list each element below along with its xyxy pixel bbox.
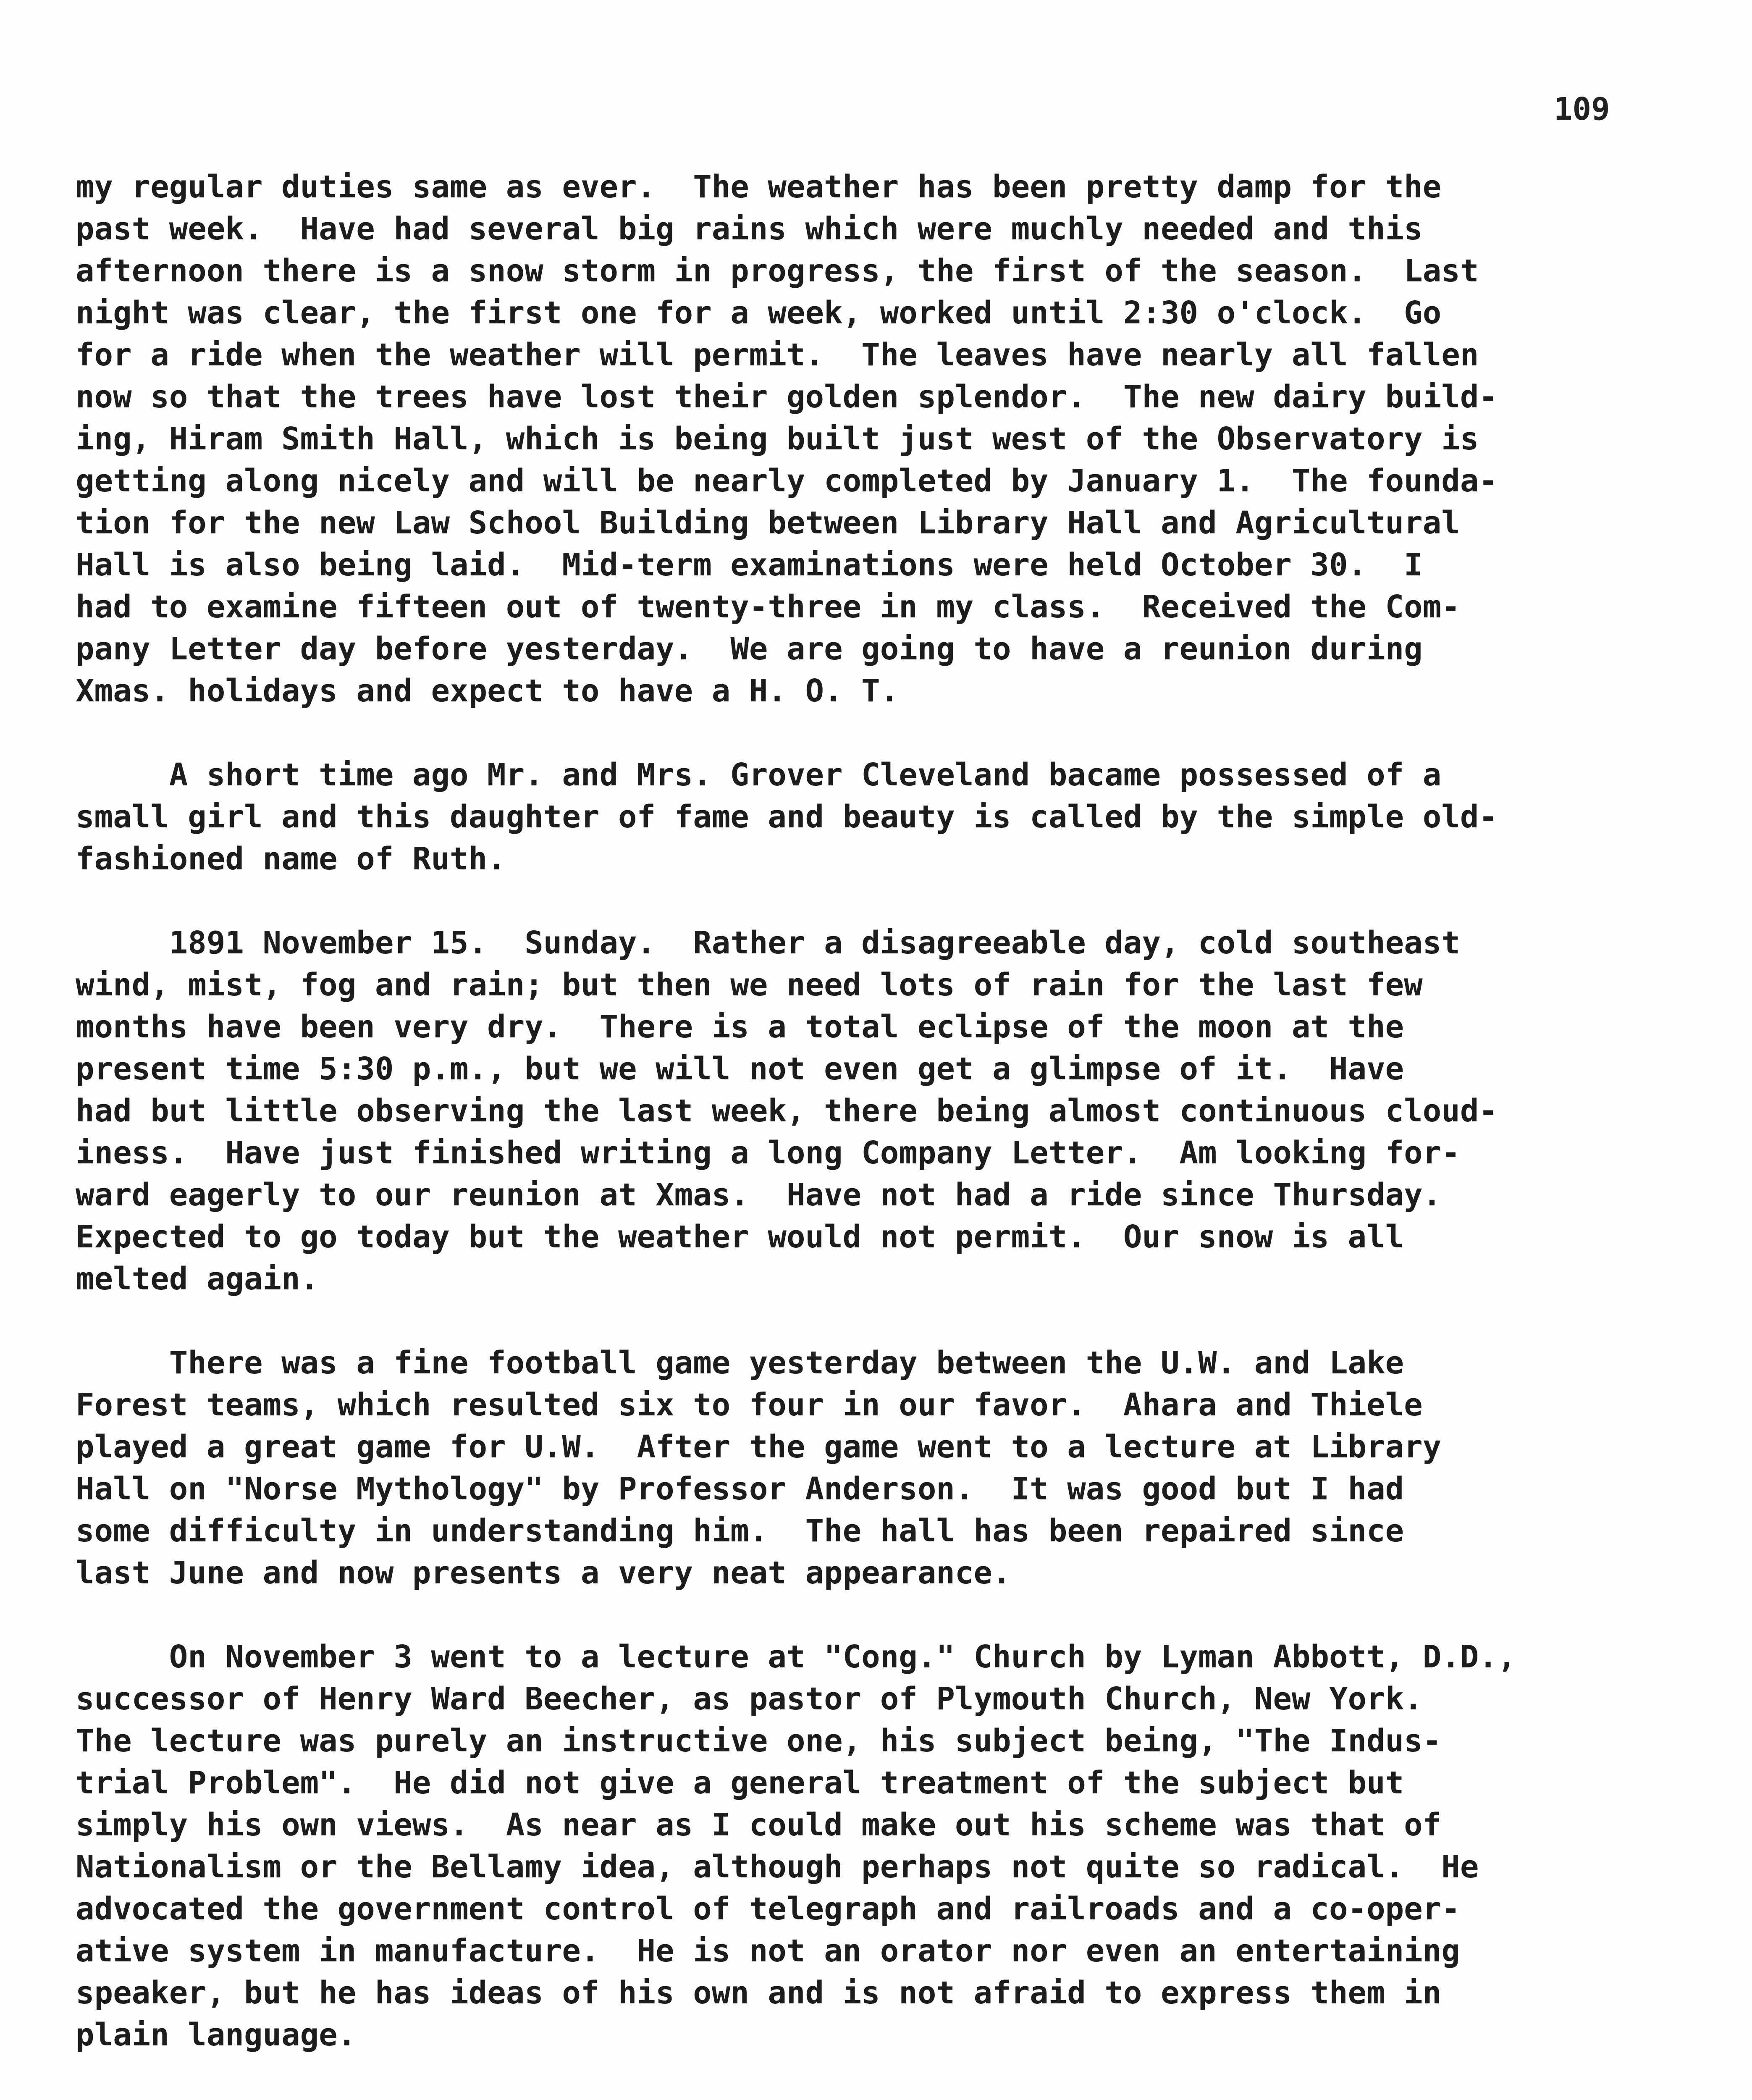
text-line: On November 3 went to a lecture at "Cong." Church by Lyman Abbott, D.D., [76,1639,1516,1675]
text-line: tion for the new Law School Building between Library Hall and Agricultural [76,505,1460,541]
text-line: had to examine fifteen out of twenty-three in my class. Received the Com- [76,589,1460,625]
text-line: last June and now presents a very neat appearance. [76,1555,1011,1591]
page-number: 109 [1554,91,1610,127]
text-line: successor of Henry Ward Beecher, as pastor of Plymouth Church, New York. [76,1681,1423,1717]
text-line: had but little observing the last week, there being almost continuous cloud- [76,1093,1498,1129]
text-line: some difficulty in understanding him. The hall has been repaired since [76,1513,1404,1549]
text-line: now so that the trees have lost their golden splendor. The new dairy build- [76,379,1498,415]
text-line: ing, Hiram Smith Hall, which is being built just west of the Observatory is [76,421,1479,457]
text-line: There was a fine football game yesterday between the U.W. and Lake [76,1345,1404,1381]
text-line: ative system in manufacture. He is not an orator nor even an entertaining [76,1933,1460,1969]
text-line: present time 5:30 p.m., but we will not even get a glimpse of it. Have [76,1051,1404,1087]
text-line: The lecture was purely an instructive one, his subject being, "The Indus- [76,1723,1442,1759]
text-line: Hall on "Norse Mythology" by Professor Anderson. It was good but I had [76,1471,1404,1507]
text-line: plain language. [76,2017,357,2053]
text-line: my regular duties same as ever. The weather has been pretty damp for the [76,169,1442,205]
text-line: past week. Have had several big rains which were muchly needed and this [76,211,1423,247]
text-line: small girl and this daughter of fame and beauty is called by the simple old- [76,799,1498,835]
text-line: played a great game for U.W. After the game went to a lecture at Library [76,1429,1442,1465]
text-line: months have been very dry. There is a total eclipse of the moon at the [76,1009,1404,1045]
text-line: Nationalism or the Bellamy idea, although perhaps not quite so radical. He [76,1849,1479,1885]
text-line: advocated the government control of telegraph and railroads and a co-oper- [76,1891,1460,1927]
text-line: speaker, but he has ideas of his own and is not afraid to express them in [76,1975,1442,2011]
text-line: night was clear, the first one for a week, worked until 2:30 o'clock. Go [76,295,1442,331]
text-line: trial Problem". He did not give a general treatment of the subject but [76,1765,1404,1801]
text-line: fashioned name of Ruth. [76,841,506,877]
text-line: wind, mist, fog and rain; but then we need lots of rain for the last few [76,967,1423,1003]
text-line [76,2098,1705,2100]
text-line: Hall is also being laid. Mid-term examinations were held October 30. I [76,547,1423,583]
text-line: pany Letter day before yesterday. We are going to have a reunion during [76,631,1423,667]
text-line: afternoon there is a snow storm in progress, the first of the season. Last [76,253,1479,289]
text-line: Forest teams, which resulted six to four in our favor. Ahara and Thiele [76,1387,1423,1423]
text-line: getting along nicely and will be nearly completed by January 1. The founda- [76,463,1498,499]
text-line: Expected to go today but the weather would not permit. Our snow is all [76,1219,1404,1255]
text-line: Xmas. holidays and expect to have a H. O. T. [76,673,899,709]
text-line: iness. Have just finished writing a long Company Letter. Am looking for- [76,1135,1460,1171]
text-line: 1891 November 15. Sunday. Rather a disagreeable day, cold southeast [76,925,1460,961]
text-line: for a ride when the weather will permit. The leaves have nearly all fallen [76,337,1479,373]
text-line: A short time ago Mr. and Mrs. Grover Cleveland bacame possessed of a [76,757,1442,793]
text-line: melted again. [76,1261,319,1297]
text-line: simply his own views. As near as I could make out his scheme was that of [76,1807,1442,1843]
text-line: ward eagerly to our reunion at Xmas. Have not had a ride since Thursday. [76,1177,1442,1213]
